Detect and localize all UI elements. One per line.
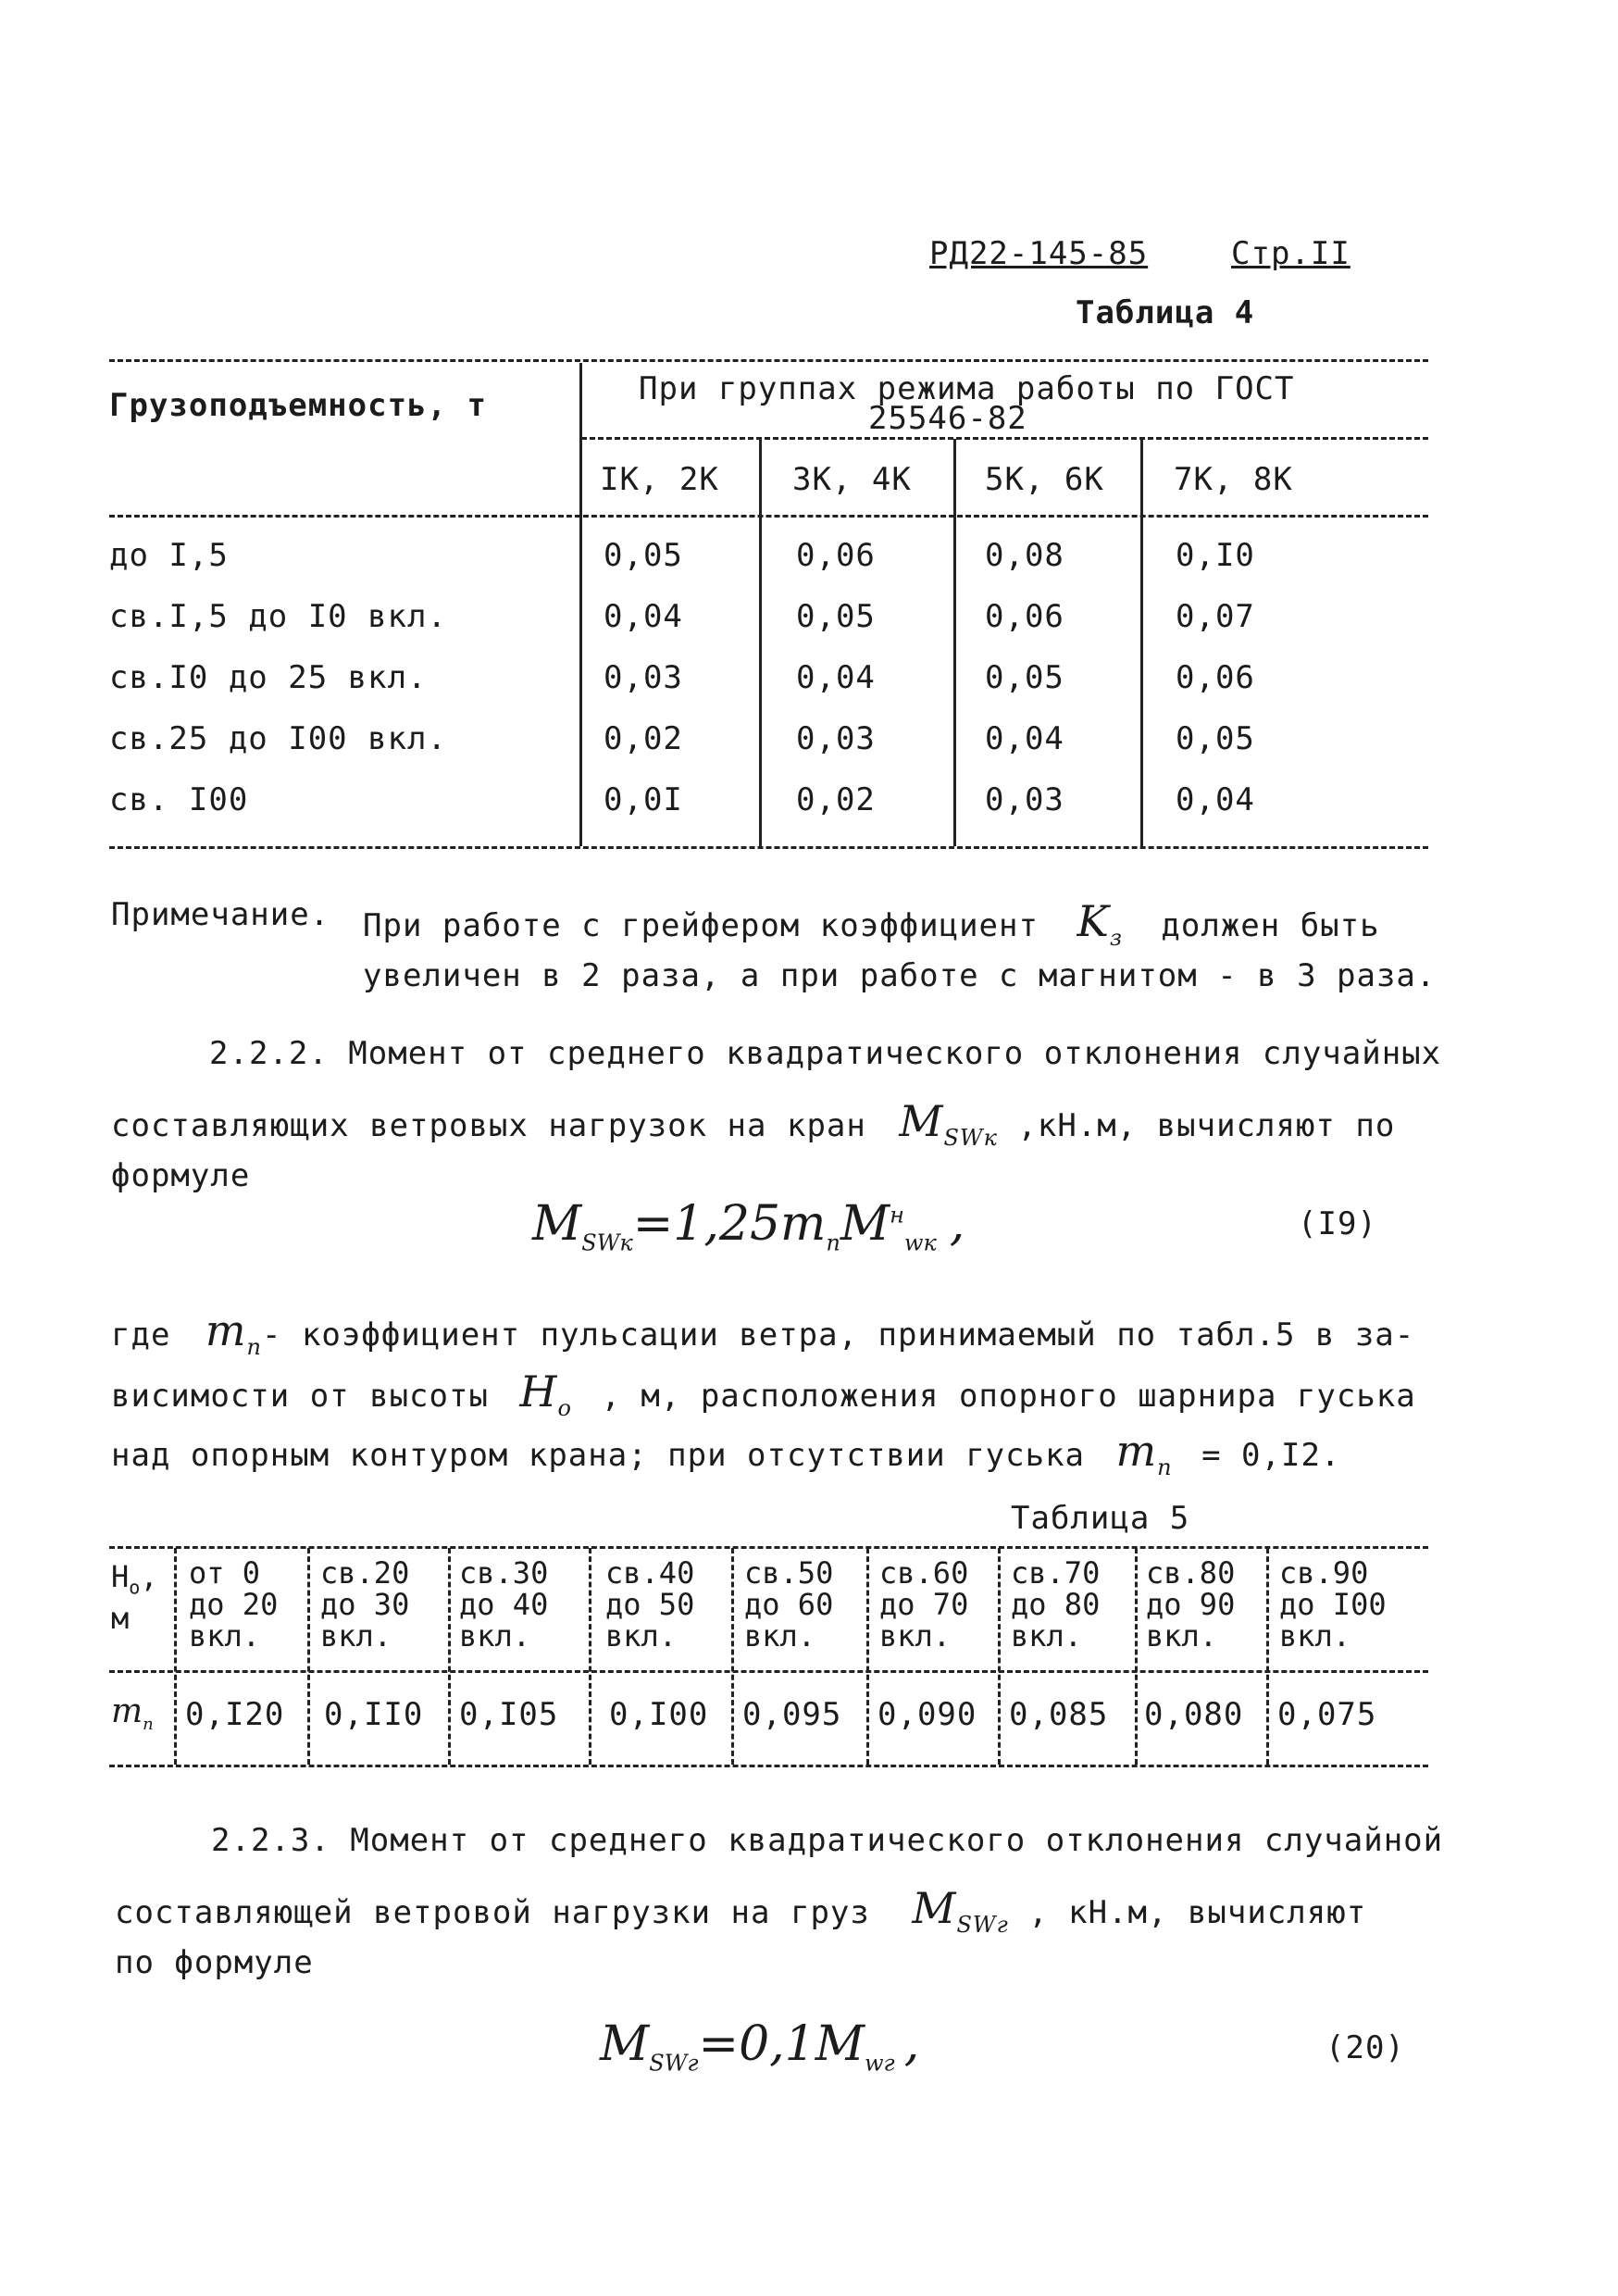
col-header-line: вкл. bbox=[1146, 1618, 1218, 1653]
msw-symbol bbox=[899, 1096, 998, 1152]
table5-row-sub: п bbox=[143, 1715, 154, 1735]
col-header-line: св.80 bbox=[1146, 1555, 1236, 1591]
table4-group-col: 7К, 8К bbox=[1174, 461, 1293, 498]
cell-value: 0,04 bbox=[796, 659, 876, 696]
cell-value: 0,06 bbox=[796, 537, 876, 574]
table4-top-rule bbox=[109, 359, 1428, 362]
note-label: Примечание. bbox=[111, 896, 330, 933]
formula-19-number: (I9) bbox=[1298, 1205, 1377, 1242]
cell-value: 0,07 bbox=[1176, 598, 1255, 635]
col-header-line: вкл. bbox=[1011, 1618, 1083, 1653]
cell-value: 0,05 bbox=[985, 659, 1064, 696]
document-code bbox=[929, 235, 1148, 272]
section-223-line1: 2.2.3. Момент от среднего квадратического отклонения случайной bbox=[211, 1822, 1444, 1859]
col-header-line: вкл. bbox=[879, 1618, 952, 1653]
section-223-line2 bbox=[115, 1883, 1366, 1938]
row-label: до I,5 bbox=[109, 537, 229, 574]
table5-title: Таблица 5 bbox=[1011, 1500, 1190, 1537]
col-header-line: вкл. bbox=[605, 1618, 678, 1653]
note-line2: увеличен в 2 раза, а при работе с магнитом - в 3 раза. bbox=[363, 957, 1437, 994]
table5-h-unit: м bbox=[111, 1601, 130, 1637]
page-number: Стр.II bbox=[1231, 235, 1350, 272]
col-header-line: до I00 bbox=[1279, 1587, 1387, 1622]
cell-value: 0,04 bbox=[1176, 781, 1255, 818]
table4-group-rule bbox=[581, 437, 1428, 440]
col-header-line: св.30 bbox=[459, 1555, 549, 1591]
table4-group-col: IК, 2К bbox=[600, 461, 719, 498]
table5-col-divider bbox=[731, 1548, 734, 1765]
mswg-sub: SWг bbox=[956, 1912, 1009, 1939]
cell-value: 0,06 bbox=[985, 598, 1064, 635]
formula-19-rhs-sup: н bbox=[890, 1202, 904, 1229]
cell-value: 0,05 bbox=[604, 537, 683, 574]
cell-value: 0,02 bbox=[604, 720, 683, 757]
table4-col-divider bbox=[1140, 439, 1143, 846]
formula-19-rhs-sub: wк bbox=[903, 1229, 937, 1256]
msw-sub: SWк bbox=[943, 1125, 998, 1152]
cell-value: 0,08 bbox=[985, 537, 1064, 574]
table5-col-header bbox=[189, 1557, 278, 1652]
col-header-line: до 40 bbox=[459, 1587, 549, 1622]
col-header-line: вкл. bbox=[320, 1618, 392, 1653]
k-symbol-letter: K bbox=[1077, 896, 1110, 946]
table4-bottom-rule bbox=[109, 846, 1428, 849]
table5-col-divider bbox=[448, 1548, 451, 1765]
formula-19-mid: =1,25m bbox=[632, 1196, 827, 1252]
h0-symbol bbox=[519, 1366, 572, 1422]
where-line3 bbox=[111, 1426, 1340, 1480]
table5-col-header bbox=[744, 1557, 833, 1652]
where-line2 bbox=[111, 1366, 1416, 1421]
col-header-line: вкл. bbox=[1279, 1618, 1351, 1653]
table5-col-header bbox=[879, 1557, 968, 1652]
table5-row-label bbox=[111, 1692, 154, 1734]
table5-col-divider bbox=[307, 1548, 310, 1765]
formula-19 bbox=[532, 1196, 965, 1255]
h0-letter: H bbox=[519, 1366, 558, 1416]
where-line3-b: = 0,I2. bbox=[1201, 1437, 1341, 1474]
table5-col-divider bbox=[866, 1548, 869, 1765]
cell-value: 0,03 bbox=[985, 781, 1064, 818]
col-header-line: до 50 bbox=[605, 1587, 695, 1622]
table5-row-letter: m bbox=[111, 1692, 143, 1730]
formula-19-mid-sub: п bbox=[826, 1229, 840, 1256]
cell-value: 0,080 bbox=[1144, 1696, 1244, 1733]
table4-col-divider bbox=[579, 363, 582, 846]
col-header-line: вкл. bbox=[459, 1618, 531, 1653]
cell-value: 0,I00 bbox=[609, 1696, 709, 1733]
mn2-letter: m bbox=[1115, 1426, 1158, 1476]
mswg-symbol bbox=[912, 1883, 1009, 1939]
cell-value: 0,02 bbox=[796, 781, 876, 818]
table5-h-sub: о bbox=[129, 1576, 141, 1599]
cell-value: 0,04 bbox=[985, 720, 1064, 757]
where-line1-b: - коэффициент пульсации ветра, принимаемый по табл.5 в за- bbox=[262, 1316, 1415, 1354]
table4-header-rule bbox=[109, 515, 1428, 518]
cell-value: 0,04 bbox=[604, 598, 683, 635]
table5-col-header bbox=[1146, 1557, 1235, 1652]
section-223-line2-a: составляющей ветровой нагрузки на груз bbox=[115, 1894, 870, 1931]
formula-20-mid-sub: wг bbox=[865, 2050, 895, 2077]
table5-col-header bbox=[605, 1557, 694, 1652]
col-header-line: св.40 bbox=[605, 1555, 695, 1591]
mn-letter: m bbox=[205, 1305, 247, 1355]
col-header-line: св.60 bbox=[879, 1555, 969, 1591]
row-label: св.25 до I00 вкл. bbox=[109, 720, 447, 757]
mswg-letter: M bbox=[912, 1883, 957, 1933]
note-line1 bbox=[363, 896, 1380, 951]
cell-value: 0,090 bbox=[877, 1696, 977, 1733]
table5-col-header bbox=[1011, 1557, 1100, 1652]
cell-value: 0,06 bbox=[1176, 659, 1255, 696]
cell-value: 0,II0 bbox=[324, 1696, 424, 1733]
formula-20 bbox=[600, 2016, 919, 2076]
section-222-line2-b: ,кН.м, вычисляют по bbox=[1017, 1107, 1396, 1144]
row-label: св. I00 bbox=[109, 781, 249, 818]
formula-20-mid: =0,1M bbox=[698, 2016, 865, 2072]
section-222-line2-a: составляющих ветровых нагрузок на кран bbox=[111, 1107, 866, 1144]
cell-value: 0,I05 bbox=[459, 1696, 559, 1733]
section-223-line3: по формуле bbox=[115, 1944, 314, 1981]
table5-col-divider bbox=[174, 1548, 177, 1765]
cell-value: 0,095 bbox=[742, 1696, 842, 1733]
section-223-line2-b: , кН.м, вычисляют bbox=[1028, 1894, 1367, 1931]
section-222-line1: 2.2.2. Момент от среднего квадратического отклонения случайных bbox=[209, 1035, 1442, 1072]
col-header-line: св.70 bbox=[1011, 1555, 1101, 1591]
where-line2-a: висимости от высоты bbox=[111, 1378, 489, 1415]
note-line1-end: должен быть bbox=[1161, 907, 1380, 944]
cell-value: 0,I20 bbox=[185, 1696, 285, 1733]
row-label: св.I0 до 25 вкл. bbox=[109, 659, 428, 696]
mn-symbol bbox=[205, 1305, 262, 1361]
table5-h-label bbox=[111, 1559, 158, 1637]
col-header-line: св.50 bbox=[744, 1555, 834, 1591]
col-header-line: до 90 bbox=[1146, 1587, 1236, 1622]
msw-letter: M bbox=[899, 1096, 944, 1146]
table4-title: Таблица 4 bbox=[1076, 294, 1255, 331]
section-222-line3: формуле bbox=[111, 1157, 251, 1194]
formula-20-number: (20) bbox=[1326, 2029, 1405, 2066]
cell-value: 0,03 bbox=[796, 720, 876, 757]
table4-col-divider bbox=[953, 439, 956, 846]
col-header-line: до 70 bbox=[879, 1587, 969, 1622]
col-header-line: до 60 bbox=[744, 1587, 834, 1622]
where-line3-a: над опорным контуром крана; при отсутствии гуська bbox=[111, 1437, 1086, 1474]
cell-value: 0,05 bbox=[796, 598, 876, 635]
k-symbol-sub: з bbox=[1109, 925, 1123, 952]
table4-group-header-gost: 25546-82 bbox=[868, 400, 1027, 437]
cell-value: 0,085 bbox=[1009, 1696, 1109, 1733]
cell-value: 0,0I bbox=[604, 781, 683, 818]
col-header-line: св.20 bbox=[320, 1555, 410, 1591]
table5-col-divider bbox=[589, 1548, 591, 1765]
cell-value: 0,05 bbox=[1176, 720, 1255, 757]
col-header-line: до 80 bbox=[1011, 1587, 1101, 1622]
cell-value: 0,03 bbox=[604, 659, 683, 696]
mn-symbol-2 bbox=[1115, 1426, 1173, 1481]
formula-19-lhs: M bbox=[532, 1196, 582, 1252]
col-header-line: до 20 bbox=[189, 1587, 279, 1622]
table4-group-header: При группах режима работы по ГОСТ bbox=[639, 370, 1295, 407]
document-code-text: РД22-145-85 bbox=[929, 235, 1149, 272]
col-header-line: св.90 bbox=[1279, 1555, 1369, 1591]
col-header-line: от 0 bbox=[189, 1555, 261, 1591]
table5-col-divider bbox=[1266, 1548, 1269, 1765]
table5-col-divider bbox=[998, 1548, 1001, 1765]
table4-col0-header: Грузоподъемность, т bbox=[109, 387, 487, 424]
table5-col-divider bbox=[1135, 1548, 1138, 1765]
formula-20-tail: , bbox=[903, 2016, 920, 2072]
table5-h-comma: , bbox=[140, 1559, 158, 1594]
note-line1-text: При работе с грейфером коэффициент bbox=[363, 907, 1039, 944]
where-line1 bbox=[111, 1305, 1414, 1360]
formula-20-lhs: M bbox=[600, 2016, 650, 2072]
col-header-line: вкл. bbox=[189, 1618, 261, 1653]
table5-h-letter: H bbox=[111, 1559, 130, 1594]
mn2-sub: п bbox=[1157, 1454, 1173, 1481]
formula-20-lhs-sub: SWг bbox=[649, 2050, 699, 2077]
formula-19-tail: , bbox=[949, 1196, 965, 1252]
table5-col-header bbox=[320, 1557, 409, 1652]
cell-value: 0,I0 bbox=[1176, 537, 1255, 574]
col-header-line: до 30 bbox=[320, 1587, 410, 1622]
h0-sub: о bbox=[557, 1395, 572, 1422]
where-line1-a: где bbox=[111, 1316, 171, 1354]
table4-group-col: 3К, 4К bbox=[792, 461, 912, 498]
formula-19-lhs-sub: SWк bbox=[581, 1229, 633, 1256]
col-header-line: вкл. bbox=[744, 1618, 816, 1653]
table4-col-divider bbox=[759, 439, 762, 846]
mn-sub: п bbox=[246, 1334, 262, 1361]
k-symbol bbox=[1077, 896, 1123, 952]
table5-col-header bbox=[459, 1557, 548, 1652]
row-label: св.I,5 до I0 вкл. bbox=[109, 598, 447, 635]
table5-bottom-rule bbox=[109, 1765, 1428, 1767]
section-222-line2 bbox=[111, 1096, 1395, 1151]
table5-col-header bbox=[1279, 1557, 1387, 1652]
where-line2-b: , м, расположения опорного шарнира гуська bbox=[601, 1378, 1416, 1415]
cell-value: 0,075 bbox=[1277, 1696, 1377, 1733]
formula-19-rhs: M bbox=[840, 1196, 890, 1252]
table4-group-col: 5К, 6К bbox=[985, 461, 1104, 498]
